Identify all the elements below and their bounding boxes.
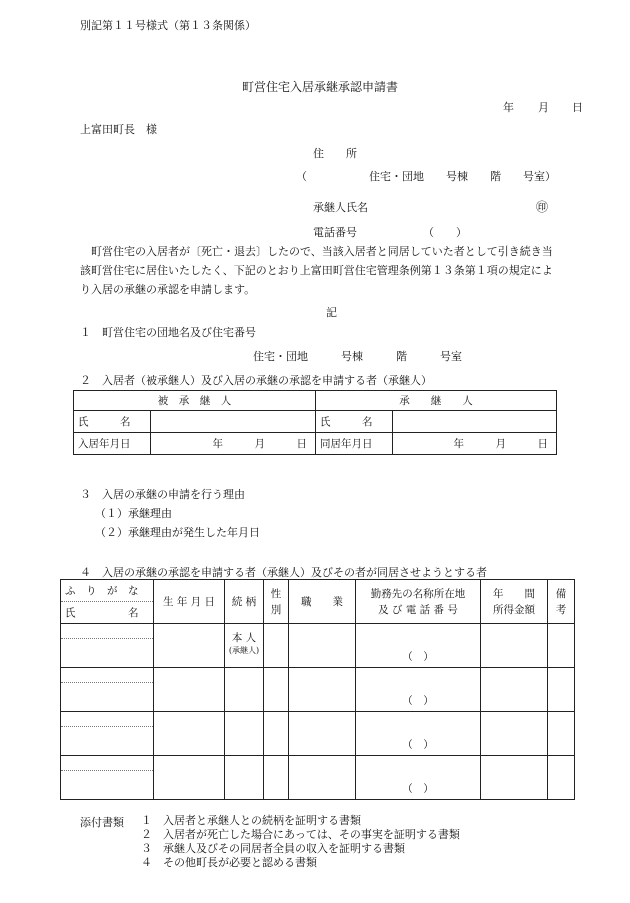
section2-heading: ２ 入居者（被承継人）及び入居の承継の承認を申請する者（承継人） [80,374,432,387]
attachment-item: ３ 承継人及びその同居者全員の収入を証明する書類 [141,842,405,855]
address-open-paren: （ [296,170,307,183]
occupation-cell[interactable] [289,668,356,712]
body-line: り入居の承継の承認を申請します。 [80,283,256,296]
date-year: 年 [503,101,514,114]
remarks-cell[interactable] [548,624,575,668]
successor-header: 承 継 人 [316,391,557,411]
remarks-header-2: 考 [555,603,567,616]
occupation-cell[interactable] [289,756,356,800]
relation-cell[interactable] [225,756,264,800]
furigana-header: ふ り が な [65,585,139,597]
predecessor-name-field[interactable] [151,411,316,433]
table-row [61,712,575,756]
self-label: 本 人 [231,632,257,644]
relation-header: 続 柄 [225,580,264,624]
sex-cell[interactable] [264,712,289,756]
section3-item2: （２）承継理由が発生した年月日 [95,526,260,539]
remarks-cell[interactable] [548,756,575,800]
workplace-header [356,580,481,624]
seal-mark: ㊞ [536,200,549,214]
table-row [61,756,575,800]
attachments-label: 添付書類 [80,816,124,829]
table-row [61,624,575,668]
income-cell[interactable] [481,712,548,756]
household-table [60,579,575,800]
cohabit-date-label: 同居年月日 [316,433,393,455]
form-number: 別記第１１号様式（第１３条関係） [80,19,256,32]
successor-name-label: 氏 名 [316,411,393,433]
section4-heading: ４ 入居の承継の承認を申請する者（承継人）及びその者が同居させようとする者 [80,566,487,579]
fullname-header: 氏 名 [65,607,139,619]
birthdate-cell[interactable] [154,668,225,712]
name-cell[interactable] [61,712,154,756]
sex-cell[interactable] [264,668,289,712]
attachment-item: ２ 入居者が死亡した場合にあっては、その事実を証明する書類 [141,828,460,841]
body-text [80,242,553,299]
date-month: 月 [538,101,549,114]
workplace-cell[interactable]: （ ） [356,712,481,756]
table-row [61,668,575,712]
remarks-header-1: 備 [555,587,567,600]
sex-cell[interactable] [264,756,289,800]
workplace-cell[interactable]: （ ） [356,624,481,668]
predecessor-header: 被 承 継 人 [74,391,316,411]
attachment-item: １ 入居者と承継人との続柄を証明する書類 [141,814,361,827]
successor-name-field[interactable] [393,411,557,433]
workplace-cell[interactable]: （ ） [356,668,481,712]
occupation-cell[interactable] [289,624,356,668]
relation-cell[interactable] [225,668,264,712]
sex-cell[interactable] [264,624,289,668]
workplace-header-1: 勤務先の名称所在地 [370,587,466,600]
remarks-header [548,580,575,624]
sex-header [264,580,289,624]
attachments-list [141,814,460,870]
name-header [61,580,154,624]
name-cell[interactable] [61,624,154,668]
body-line: 町営住宅の入居者が〔死亡・退去〕したので、当該入居者と同居していた者として引き続き当 [80,245,553,258]
movein-date-field[interactable]: 年 月 日 [151,433,316,455]
name-cell[interactable] [61,756,154,800]
income-header-1: 年 間 [493,587,535,600]
sex-header-1: 性 [270,587,282,600]
birthdate-header: 生 年 月 日 [154,580,225,624]
predecessor-name-label: 氏 名 [74,411,151,433]
phone-paren: （ ） [423,226,467,239]
section3-heading: ３ 入居の承継の申請を行う理由 [80,488,245,501]
birthdate-cell[interactable] [154,624,225,668]
remarks-cell[interactable] [548,668,575,712]
name-cell[interactable] [61,668,154,712]
birthdate-cell[interactable] [154,756,225,800]
section1-heading: １ 町営住宅の団地名及び住宅番号 [80,326,256,339]
relation-cell[interactable] [225,712,264,756]
self-sub-label: (承継人) [228,646,260,655]
section3-item1: （１）承継理由 [95,507,172,520]
address-label: 住 所 [313,147,357,160]
workplace-cell[interactable]: （ ） [356,756,481,800]
occupation-cell[interactable] [289,712,356,756]
ki-heading: 記 [326,306,337,319]
income-header [481,580,548,624]
phone-label: 電話番号 [313,226,357,239]
birthdate-cell[interactable] [154,712,225,756]
page-title: 町営住宅入居承継承認申請書 [242,80,399,94]
remarks-cell[interactable] [548,712,575,756]
relation-cell[interactable] [225,624,264,668]
income-cell[interactable] [481,668,548,712]
address-unit-line: 住宅・団地 号棟 階 号室） [369,170,556,183]
successor-name-label: 承継人氏名 [313,201,368,214]
section1-detail: 住宅・団地 号棟 階 号室 [253,350,462,363]
income-header-2: 所得金額 [493,603,535,616]
attachment-item: ４ その他町長が必要と認める書類 [141,856,317,869]
successor-table [73,390,557,455]
body-line: 該町営住宅に居住いたしたく、下記のとおり上富田町営住宅管理条例第１３条第１項の規定によ [80,264,553,277]
sex-header-2: 別 [270,603,282,616]
addressee: 上富田町長 様 [80,123,157,136]
occupation-header: 職 業 [289,580,356,624]
income-cell[interactable] [481,756,548,800]
workplace-header-2: 及 び 電 話 番 号 [378,603,458,616]
movein-date-label: 入居年月日 [74,433,151,455]
income-cell[interactable] [481,624,548,668]
cohabit-date-field[interactable]: 年 月 日 [393,433,557,455]
date-day: 日 [572,101,583,114]
